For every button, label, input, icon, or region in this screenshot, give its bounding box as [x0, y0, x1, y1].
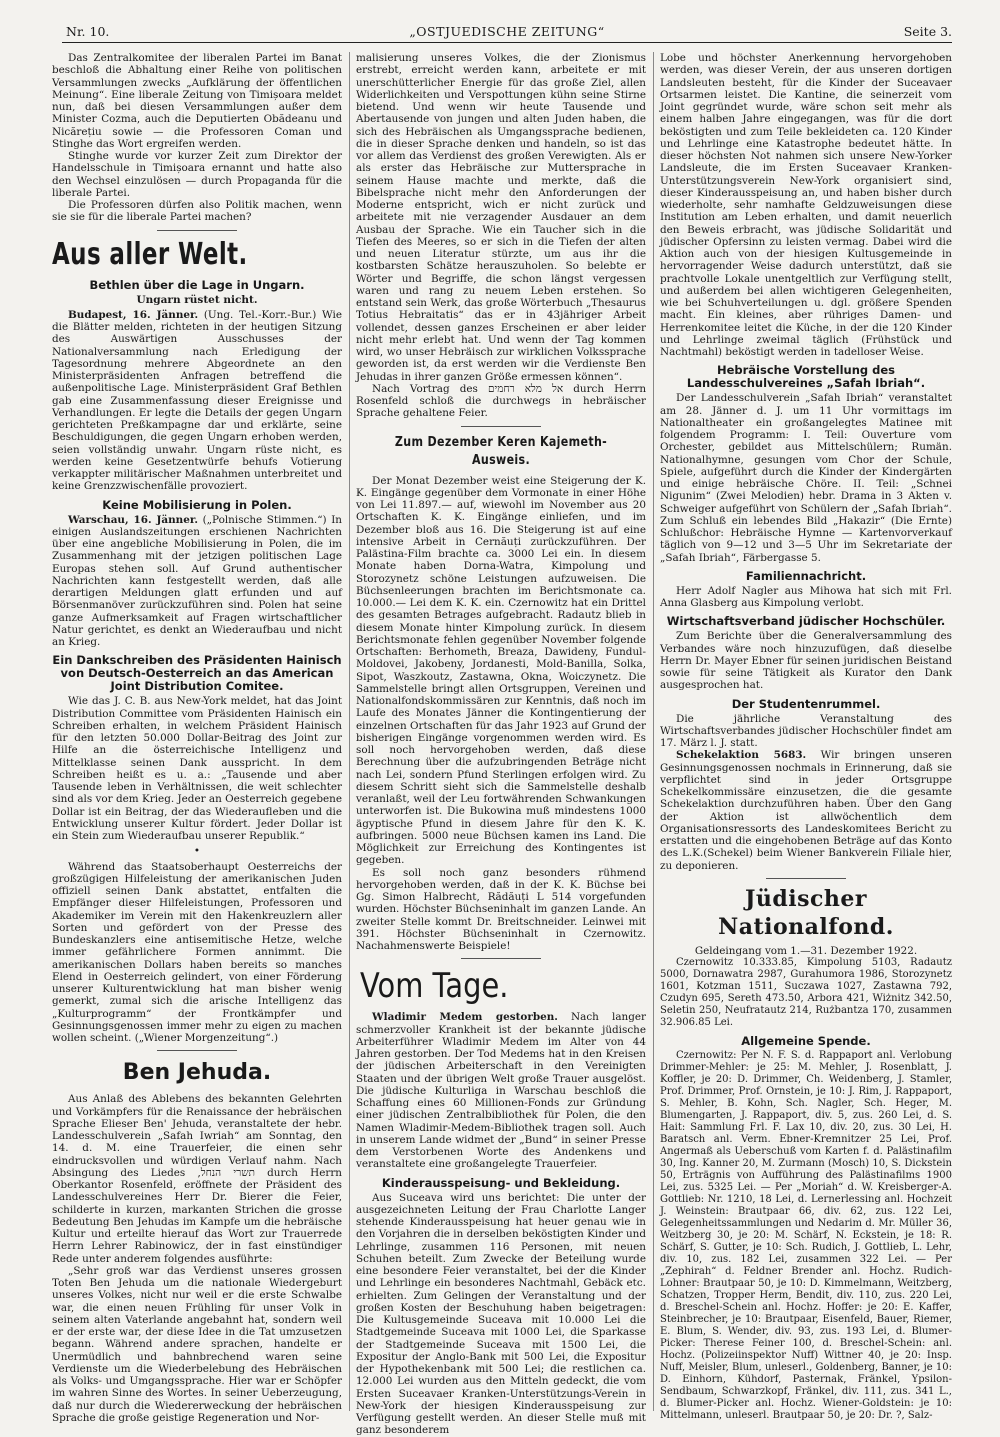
- article-text: („Polnische Stimmen.“) In einigen Auslandszeitungen erschienen Nachrichten über eine angebliche Mobilisierung in Polen, die im Zusammenhang mit der jetzigen politischen Lage Europas stehen soll. Auf Grund authentischer Nachrichten kann festgestellt werden, daß alle derartigen Meldungen glatt erfunden und auf Börsenmanöver zurückzuführen sind. Polen hat seine ganze Aufmerksamkeit auf Fragen wirtschaftlicher Natur gerichtet, es denkt an Wiederaufbau und nicht an Krieg.: [52, 513, 342, 648]
- article-paragraph: Stinghe wurde vor kurzer Zeit zum Direktor der Handelsschule in Timișoara ernannt und hatte also den Wechsel einzulösen — durch Propaganda für die liberale Partei.: [52, 150, 342, 199]
- newspaper-title: „OSTJUEDISCHE ZEITUNG“: [409, 24, 605, 39]
- section-heading: Ben Jehuda.: [122, 1060, 272, 1086]
- article-paragraph: Der Monat Dezember weist eine Steigerung der K. K. Eingänge gegenüber dem Vormonate in einer Höhe von Lei 11.897.— auf, wiewohl im November aus 20 Ortschaften K. K. Eingänge einliefen, und im Dezember bloß aus 16. Die Steigerung ist auf eine intensive Arbeit in Cernăuți zurückzuführen. Der Palästina-Film brachte ca. 3000 Lei ein. In diesem Monate haben Dorna-Watra, Kimpolung und Storozynetz schöne Leistungen aufzuweisen. Die Büchsenleerungen brachten im Berichtsmonate ca. 10.000.— Lei dem K. K. ein. Czernowitz hat ein Drittel des gesamten Betrages aufgebracht. Radautz blieb in diesem Monate hinter Kimpolung zurück. In diesem Berichtsmonate fehlen gegenüber November folgende Ortschaften: Berhometh, Breaza, Dawideny, Fundul-Moldovei, Jakobeny, Jordanesti, Mold-Banilla, Solka, Sipot, Waszkoutz, Zastawna, Okna, Woiczynetz. Die Sammelstelle bringt allen Ortsgruppen, Vereinen und Nationalfondskommissären zur Kenntnis, daß noch im Laufe des Monates Jänner die Kontingentierung der einzelnen Ortschaften für das Jahr 1923 auf Grund der bisherigen Eingänge vorgenommen werden wird. Es soll noch hervorgehoben werden, daß diese Berechnung über die aufzubringenden Beträge nicht nach Lei, sondern Pfund Sterlingen erfolgen wird. Zu diesem Schritt sieht sich die Sammelstelle deshalb veranlaßt, weil der Leu fortwährenden Schwankungen unterworfen ist. Die Bukowina muß mindestens 1000 ägyptische Pfund in diesem Jahre für den K. K. aufbringen. 5000 neue Büchsen kamen ins Land. Die Möglichkeit zur Erreichung des Kontingentes ist gegeben.: [356, 474, 646, 867]
- issue-number: Nr. 10.: [66, 24, 110, 39]
- column-divider: [653, 52, 654, 1411]
- article-text: Nach langer schmerzvoller Krankheit ist der bekannte jüdische Arbeiterführer Wladimir Medem im Alter von 44 Jahren gestorben. Der Tod Medems hat in den Kreisen der jüdischen Arbeiterschaft in den Vereinigten Staaten und der übrigen Welt große Trauer ausgelöst. Die jüdische Kulturliga in Warschau beschloß die Schaffung eines 60 Millionen-Fonds zur Gründung einer jüdischen Zentralbibliothek für Polen, die den Namen Wladimir-Medem-Bibliothek tragen soll. Auch in unserem Lande widmet der „Bund“ in seiner Presse dem Verstorbenen Worte des Andenkens und veranstaltete eine großangelegte Trauerfeier.: [356, 1011, 646, 1171]
- dateline: Budapest, 16. Jänner.: [68, 308, 199, 321]
- article-headline: Der Studentenrummel.: [731, 696, 881, 711]
- divider: [157, 230, 237, 231]
- article-paragraph: Das Zentralkomitee der liberalen Partei im Banat beschloß die Abhaltung einer Reihe von politischen Versammlungen zwecks „Aufklärung der öffentlichen Meinung“. Eine liberale Zeitung von Timișoara meldet nun, daß bei diesen Versammlungen außer dem Minister Cozma, auch die Deputierten Obădeanu und Nicărețiu sowie — die Professoren Coman und Stinghe das Wort ergreifen werden.: [52, 52, 342, 150]
- article-headline: Wirtschaftsverband jüdischer Hochschüler.: [666, 614, 946, 629]
- article-paragraph: Während das Staatsoberhaupt Oesterreichs der großzügigen Hilfeleistung der amerikanischen Juden offiziell seinen Dank abstattet, entfalten die Empfänger dieser Hilfeleistungen, Professoren und Akademiker im Verein mit den Hakenkreuzlern aller Sorten und gefördert von der Presse des Bundeskanzlers eine antisemitische Hetze, welche immer gefährlichere Formen annimmt. Die amerikanischen Dollars haben bereits so manches Elend in Oesterreich gelindert, von einer Förderung unserer Kulturentwicklung hat man bisher wenig gemerkt, zumal sich die arische Intelligenz das „Kulturprogramm“ der Frontkämpfer und Gesinnungsgenossen immer mehr zu eigen zu machen wollen scheint. („Wiener Morgenzeitung“.): [52, 860, 342, 1044]
- article-paragraph: Herr Adolf Nagler aus Mihowa hat sich mit Frl. Anna Glasberg aus Kimpolung verlobt.: [660, 584, 952, 609]
- column-3: [660, 52, 952, 1421]
- article-paragraph: Czernowitz 10.333.85, Kimpolung 5103, Radautz 5000, Dornawatra 2987, Gurahumora 1986, Storozynetz 1601, Kotzman 1511, Suczawa 1027, Zastawna 792, Czudyn 695, Sereth 473.50, Arbora 421, Wiżnitz 342.50, Seletin 250, Neufratautz 214, Rużbantza 170, zusammen 32.906.85 Lei.: [660, 957, 952, 1028]
- article-paragraph: Aus Anlaß des Ablebens des bekannten Gelehrten und Vorkämpfers für die Renaissance der hebräischen Sprache Elieser Ben' Jehuda, veranstaltete der hebr. Landesschulverein „Safah Iwriah“ am Sonntag, den 14. d. M. eine Trauerfeier, die einen sehr eindrucksvollen und würdigen Verlauf nahm. Nach Absingung des Liedes ,תשרי הנחל durch Herrn Oberkantor Rosenfeld, eröffnete der Präsident des Landesschulvereines Herr Dr. Bierer die Feier, schilderte in kurzen, markanten Strichen die grosse Bedeutung Ben Jehudas im Kampfe um die hebräische Kultur und erteilte hierauf das Wort zur Trauerrede Herrn Lehrer Rabinowicz, der in fast einstündiger Rede unter anderem folgendes ausführte:: [52, 1093, 342, 1265]
- divider: [461, 958, 541, 959]
- article-subheadline: Geldeingang vom 1.—31. Dezember 1922.: [694, 944, 918, 957]
- article-paragraph: Es soll noch ganz besonders rühmend hervorgehoben werden, daß in der K. K. Büchse bei Gg. Simon Halbrecht, Rădăuți L 514 vorgefunden wurden. Höchster Büchseninhalt im ganzen Lande. An zweiter Stelle kommt Dr. Breitschneider. Leinwei mit 391. Höchster Büchseninhalt in Czernowitz. Nachahmenswerte Beispiele!: [356, 866, 646, 952]
- section-heading: Aus aller Welt.: [52, 236, 248, 272]
- masthead: [62, 22, 952, 43]
- article-subheadline: Ungarn rüstet nicht.: [136, 293, 258, 306]
- article-headline: Ein Dankschreiben des Präsidenten Hainisch von Deutsch-Oesterreich an das American Joint Distribution Comitee.: [52, 653, 342, 694]
- article-paragraph: Zum Berichte über die Generalversammlung des Verbandes wäre noch hinzuzufügen, daß dieselbe Herrn Dr. Mayer Ebner für seinen juridischen Beistand sowie für seine Tätigkeit als Kurator den Dank ausgesprochen hat.: [660, 630, 952, 692]
- article-paragraph: Die jährliche Veranstaltung des Wirtschaftsverbandes jüdischer Hochschüler findet am 17. März l. J. statt.: [660, 712, 952, 749]
- divider: [157, 1050, 237, 1051]
- article-paragraph: Czernowitz: Per N. F. S. d. Rappaport anl. Verlobung Drimmer-Mehler: je 25: M. Mehler, J. Rosenblatt, J. Koffler, je 20: D. Drimmer, Ch. Weidenberg, J. Stamler, Prof. Drimmer, Prof. Ornstein, je 10: J. Rim, J. Rappaport, S. Mehler, B. Kohn, Sch. Nagler, Sch. Heger, M. Blumengarten, J. Rappaport, div. 5, zus. 260 Lei, d. S. Hait: Sammlung Frl. F. Lax 10, div. 20, zus. 30 Lei, H. Baratsch anl. Verm. Ebner-Kremnitzer 25 Lei, Prof. Angermaß als Ueberschuß vom Karten f. d. Palästinafilm 30, Ing. Kanner 20, M. Zurmann (Mosch) 10, S. Dickstein 50, Erträgnis von Aufführung des Palästinafilms 1900 Lei, zus. 5325 Lei. — Per „Moriah“ d. W. Kreisberger-A. Gottlieb: Nr. 1210, 18 Lei, d. Lernerlessing anl. Hochzeit J. Weinstein: Brautpaar 66, div. 62, zus. 122 Lei, Gelegenheitssammlungen und Nedarim d. Mr. Müller 36, Weitzberg 30, je 20: M. Schärf, N. Eckstein, je 18: R. Schärf, S. Gutter, je 10: Sch. Rudich, J. Gottlieb, L. Lehr, div. 10, zus. 182 Lei, zusammen 322 Lei. — Per „Zephirah“ d. Feldner Brender anl. Hochz. Rudich-Lohner: Brautpaar 50, je 10: D. Kimmelmann, Weitzberg, Schatzen, Tropper Herm, Bendit, div. 110, zus. 220 Lei, d. Breschel-Schein anl. Hochz. Hoffer: je 20: E. Kaffer, Steinbrecher, je 10: Brautpaar, Eisenfeld, Bauer, Riemer, E. Blum, S. Wender, div. 93, zus. 193 Lei, d. Blumer-Picker: Therese Feiner 100, d. Breschel-Schein: anl. Hochz. (Polizeiinspektor Nuff) Wittner 40, je 20: Insp. Nuff, Meisler, Blum, unleserl., Goldenberg, Banner, je 10: D. Einhorn, Kühdorf, Pasternak, Fränkel, Ypsilon-Sendbaum, Schwarzkopf, Fränkel, div. 111, zus. 341 L., d. Blumer-Picker anl. Hochz. Wiener-Goldstein: je 10: Mittelmann, unleserl. Brautpaar 50, je 20: Dr. ?, Salz-: [660, 1050, 952, 1421]
- section-heading: Zum Dezember Keren Kajemeth-Ausweis.: [394, 433, 608, 468]
- dateline: Warschau, 16. Jänner.: [68, 513, 198, 526]
- article-headline: Hebräische Vorstellung des Landesschulvereines „Safah Ibriah“.: [686, 363, 926, 391]
- article-paragraph: Aus Suceava wird uns berichtet: Die unter der ausgezeichneten Leitung der Frau Charlotte Langer stehende Kinderausspeisung hat heuer genau wie in den Vorjahren die in derselben beköstigten Kinder und Lehrlinge, zusammen 116 Personen, mit neuen Schuhen beteilt. Zum Zwecke der Beteilung wurde eine besondere Feier veranstaltet, bei der die Kinder und Lehrlinge ein besonderes Nachtmahl, Gebäck etc. erhielten. Zum Gelingen der Veranstaltung und der großen Kosten der Beschuhung haben beigetragen: Die Kultusgemeinde Suceava mit 10.000 Lei die Stadtgemeinde Suceava mit 1000 Lei, die Sparkasse der Stadtgemeinde Suceava mit 1500 Lei, die Expositur der Anglo-Bank mit 500 Lei, die Expositur der Hypothekenbank mit 500 Lei; die restlichen ca. 12.000 Lei wurden aus den Mitteln gedeckt, die vom Ersten Suceavaer Kranken-Unterstützungs-Verein in New-York der hiesigen Kinderausspeisung zur Verfügung gestellt werden. An dieser Stelle muß mit ganz besonderem: [356, 1191, 646, 1437]
- article-paragraph: „Sehr groß war das Verdienst unseres grossen Toten Ben Jehuda um die nationale Wiedergeburt unseres Volkes, nicht nur weil er die erste Schwalbe war, die einen neuen Frühling für unser Volk in seinem alten Vaterlande angebahnt hat, sondern weil er der erste war, der diese Idee in die Tat umzusetzen begann. Während andere sprachen, handelte er Unermüdlich und bahnbrechend waren seine Verdienste um die Wiederbelebung des Hebräischen als Volks- und Umgangssprache. Hier war er Schöpfer im wahren Sinne des Wortes. In seiner Ueberzeugung, daß nur durch die Wiedererweckung der hebräischen Sprache die große geistige Regeneration und Nor-: [52, 1264, 342, 1424]
- section-heading: Jüdischer Nationalfond.: [718, 885, 894, 940]
- article-paragraph: Wie das J. C. B. aus New-York meldet, hat das Joint Distribution Committee vom Präsidenten Hainisch ein Schreiben erhalten, in welchem Präsident Hainisch für den letzten 50.000 Dollar-Beitrag des Joint zur Hilfe an die österreichische Intelligenz und Mittelklasse seinen Dank ausspricht. In dem Schreiben heißt es u. a.: „Tausende und aber Tausende leben in Verhältnissen, die weit schlechter sind als vor dem Krieg. Jeder an Oesterreich gegebene Dollar ist ein Beitrag, der das Wiederaufleben und die Entwicklung unserer Kultur fördert. Jeder Dollar ist ein Stein zum Wiederaufbau unserer Republik.“: [52, 695, 342, 842]
- ornament: •: [193, 845, 201, 858]
- divider: [766, 878, 846, 879]
- article-text: (Ung. Tel.-Korr.-Bur.) Wie die Blätter melden, richteten in der heutigen Sitzung des Auswärtigen Ausschusses der Nationalversammlung nach Erledigung der Tagesordnung mehrere Abgeordnete an den Ministerpräsidenten Anfragen betreffend die außenpolitische Lage. Ministerpräsident Graf Bethlen gab eine Zusammenfassung dieser Ereignisse und Verhandlungen. Er legte die Details der gegen Ungarn gerichteten Preßkampagne dar und erklärte, seine Beschuldigungen, die gegen Ungarn erhoben werden, seien vollständig unwahr. Ungarn rüste nicht, es werden keine Gesetzentwürfe behufs Votierung verkappter militärischer Maßnahmen unterbreitet und keine Grenzzwischenfälle provoziert.: [52, 308, 343, 493]
- article-lead: Schekelaktion 5683.: [676, 749, 807, 762]
- article-paragraph: Nach Vortrag des אל מלא רחמים durch Herrn Rosenfeld schloß die durchwegs in hebräischer Sprache gehaltene Feier.: [356, 382, 647, 420]
- divider: [461, 426, 541, 427]
- page-number: Seite 3.: [903, 24, 952, 39]
- article-paragraph: malisierung unseres Volkes, die der Zionismus erstrebt, erreicht werden kann, arbeitete er mit unerschütterlicher Energie für das große Ziel, allen Widerlichkeiten und Verspottungen kühn seine Stirne bietend. Und wenn wir heute Tausende und Abertausende von jungen und alten Juden haben, die sich des Hebräischen als Umgangssprache bedienen, die in dieser Sprache denken und handeln, so ist das vor allem das Verdienst des großen Verewigten. Als er als erster das Hebräische zur Muttersprache in seinem Hause machte und merkte, daß die Bibelsprache nicht mehr den Anforderungen der Moderne entspricht, wich er nicht zurück und arbeitete mit nie verzagender Ausdauer an dem Ausbau der Sprache. Wie ein Taucher sich in die Tiefen des Meeres, so er sich in die Tiefen der alten und neuen Literatur stürzte, um aus ihr die kostbarsten Schätze herauszuholen. So belebte er Wörter und Begriffe, die schon längst vergessen waren und rang zu neuem Leben erstehen. So entstand sein Werk, das große Wörterbuch „Thesaurus Totius Hebraitatis“ das er in 43jähriger Arbeit vollendet, dessen ganzes Erscheinen er aber leider nicht mehr erlebt hat. Und wenn der Tag kommen wird, wo unser Hebräisch zur wirklichen Volkssprache geworden ist, da erst werden wir die Verdienste Ben Jehudas in ihrer ganzen Größe ermessen können“.: [356, 52, 646, 383]
- column-1: [52, 52, 343, 1424]
- column-2: [356, 52, 647, 1437]
- article-lead: Wladimir Medem gestorben.: [372, 1011, 558, 1024]
- article-headline: Familiennachricht.: [745, 568, 867, 583]
- article-paragraph: Der Landesschulverein „Safah Ibriah“ veranstaltet am 28. Jänner d. J. um 11 Uhr vormittags im Nationaltheater ein großangelegtes Matinee mit folgendem Programm: I. Teil: Ouverture vom Orchester, gebildet aus Mittelschülern; Rumän. Nationalhymne, gesungen vom Chor der Schule, Spiele, aufgeführt durch die Kinder der Kindergärten und einige hebräische Chöre. II. Teil: „Schnei Nigunim“ (Zwei Melodien) hebr. Drama in 3 Akten v. Schweiger aufgeführt von Schülern der „Safah Ibriah“. Zum Schluß ein lebendes Bild „Hakazir“ (Die Ernte) Schlußchor: Hebräische Hymne — Kartenvorverkauf täglich von 9—12 und 3—5 Uhr im Sekretariate der „Safah Ibriah“, Färbergasse 5.: [660, 392, 952, 564]
- section-heading: Vom Tage.: [360, 966, 509, 1007]
- article-headline: Keine Mobilisierung in Polen.: [102, 497, 292, 512]
- article-headline: Bethlen über die Lage in Ungarn.: [89, 277, 305, 292]
- column-divider: [349, 52, 350, 1411]
- article-headline: Allgemeine Spende.: [741, 1034, 871, 1048]
- article-paragraph: Die Professoren dürfen also Politik machen, wenn sie sie für die liberale Partei machen?: [52, 199, 342, 224]
- article-text: Wir bringen unseren Gesinnungsgenossen nochmals in Erinnerung, daß sie verpflichtet sind in jeder Ortsgruppe Schekelkommissäre einzusetzen, die die gesamte Schekelaktion durchzuführen haben. Über den Gang der Aktion ist allwöchentlich dem Organisationsressorts des Landeskomitees Bericht zu erstatten und die eingehobenen Beträge auf das Konto des L.K.(Schekel) beim Wiener Bankverein Filiale hier, zu deponieren.: [660, 749, 952, 872]
- article-headline: Kinderausspeisung- und Bekleidung.: [381, 1175, 621, 1190]
- article-paragraph: Lobe und höchster Anerkennung hervorgehoben werden, was dieser Verein, der aus unseren dortigen Landsleuten besteht, für die Kinder der Suceavaer Ortsarmen leistet. Die Kantine, die seinerzeit vom Joint gegründet wurde, wäre schon seit mehr als einem halben Jahre eingegangen, was für die dort beköstigten und zum Teile bekleideten ca. 120 Kinder und Lehrlinge eine Katastrophe bedeutet hätte. In dieser höchsten Not nahmen sich unsere New-Yorker Landsleute, die im Ersten Suceavaer Kranken-Unterstützungsverein New-York organisiert sind, dieser Kinderausspeisung an, und haben bisher durch wiederholte, sehr namhafte Geldzuweisungen diese Institution am Leben erhalten, und damit neuerlich den Beweis erbracht, was jüdische Solidarität und jüdischer Opfersinn zu leisten vermag. Dabei wird die Aktion auch von der hiesigen Kultusgemeinde in hervorragender Weise dadurch unterstützt, daß sie prachtvolle Lokale unentgeltlich zur Verfügung stellt, und außerdem bei allen wichtigeren Gelegenheiten, wie bei Schuhverteilungen u. dgl. größere Spenden macht. Ein kleines, aber rühriges Damen- und Herrenkomitee leitet die Küche, in der die 120 Kinder und Lehrlinge zweimal täglich (Frühstück und Nachtmahl) beköstigt werden in tadelloser Weise.: [660, 52, 952, 358]
